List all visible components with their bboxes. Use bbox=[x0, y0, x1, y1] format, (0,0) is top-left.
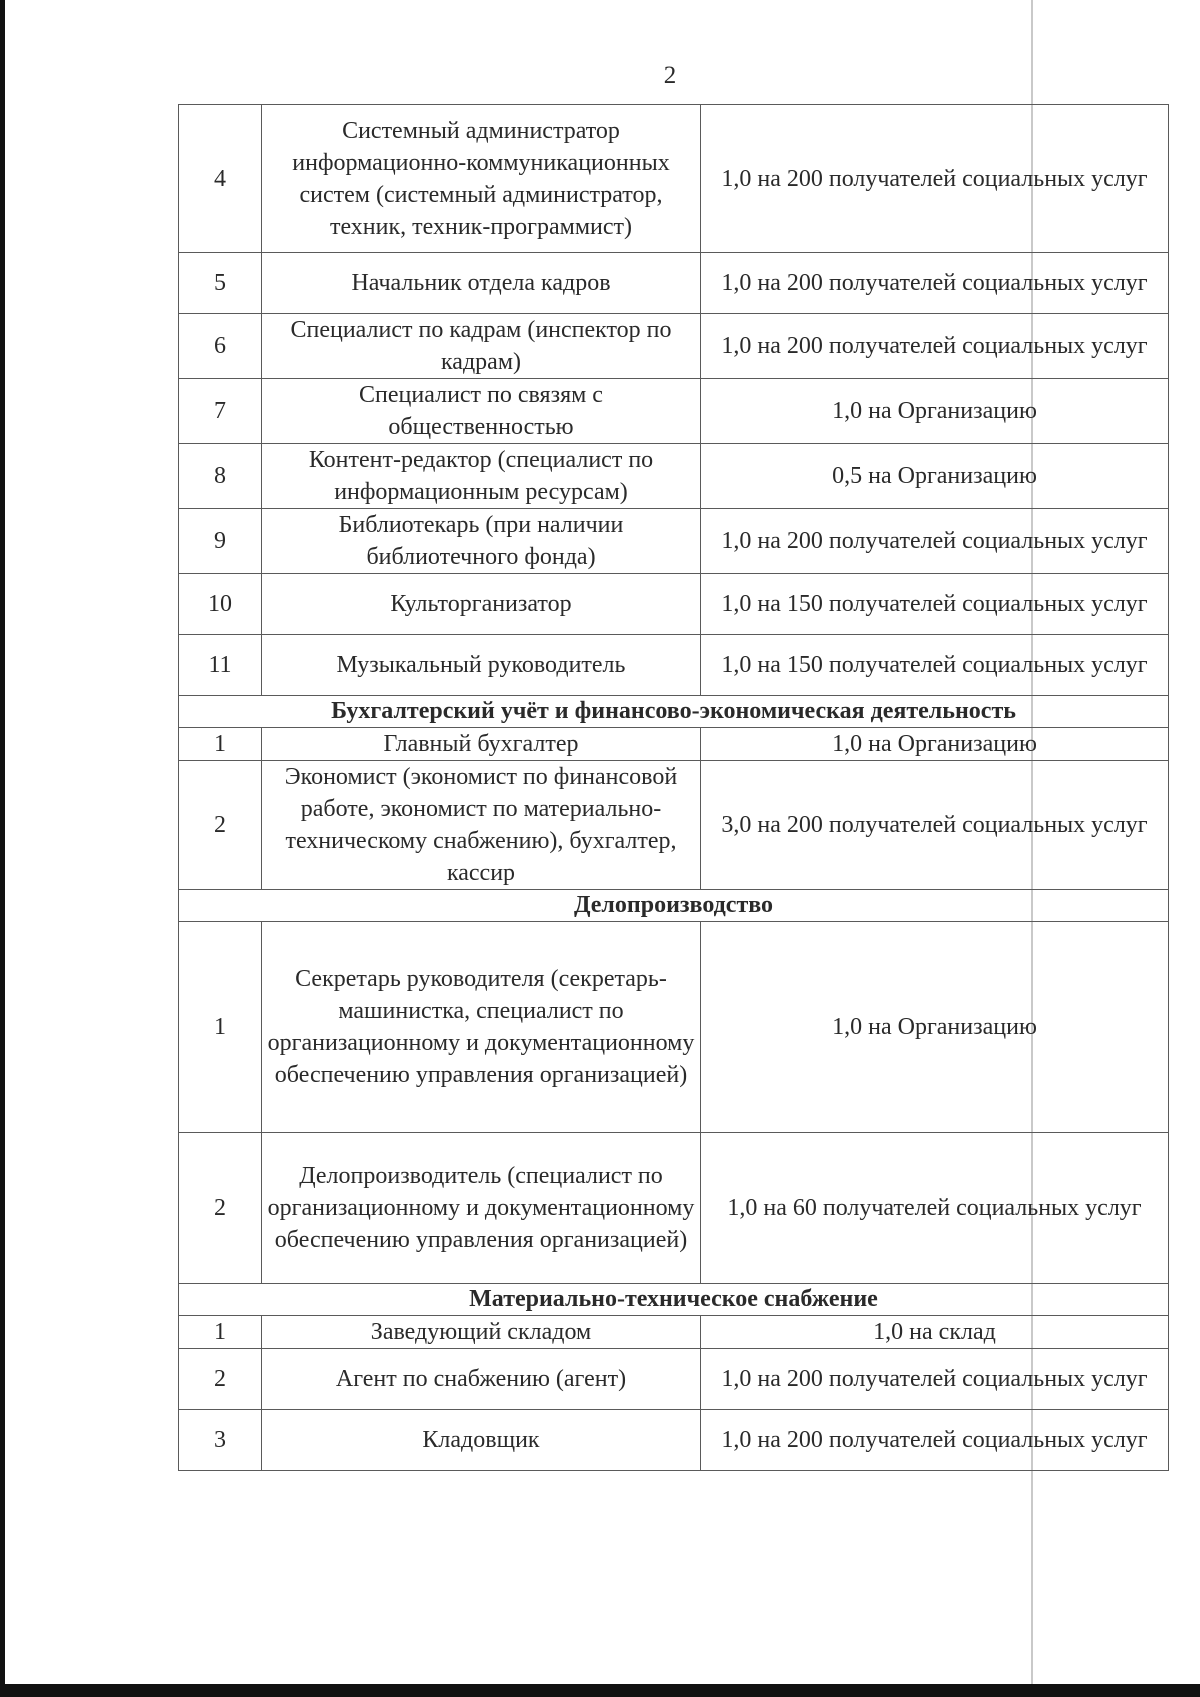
staffing-norm: 1,0 на 200 получателей социальных услуг bbox=[701, 1349, 1169, 1410]
staffing-norm: 0,5 на Организацию bbox=[701, 444, 1169, 509]
row-number: 8 bbox=[179, 444, 262, 509]
staffing-norm: 1,0 на Организацию bbox=[701, 379, 1169, 444]
table-row bbox=[179, 574, 1169, 635]
staffing-norm: 3,0 на 200 получателей социальных услуг bbox=[701, 761, 1169, 890]
page-number: 2 bbox=[663, 62, 677, 89]
staffing-norm: 1,0 на 60 получателей социальных услуг bbox=[701, 1133, 1169, 1284]
staffing-norm: 1,0 на 200 получателей социальных услуг bbox=[701, 105, 1169, 253]
section-title: Бухгалтерский учёт и финансово-экономическая деятельность bbox=[179, 696, 1169, 728]
staffing-norm: 1,0 на 150 получателей социальных услуг bbox=[701, 635, 1169, 696]
row-number: 1 bbox=[179, 728, 262, 761]
table-row bbox=[179, 314, 1169, 379]
staffing-norm: 1,0 на Организацию bbox=[701, 922, 1169, 1133]
position-title: Музыкальный руководитель bbox=[262, 635, 701, 696]
table-row bbox=[179, 635, 1169, 696]
row-number: 1 bbox=[179, 922, 262, 1133]
row-number: 5 bbox=[179, 253, 262, 314]
row-number: 4 bbox=[179, 105, 262, 253]
table-body bbox=[179, 105, 1169, 1471]
table-row bbox=[179, 105, 1169, 253]
position-title: Делопроизводитель (специалист по организационному и документационному обеспечению управления организацией) bbox=[262, 1133, 701, 1284]
row-number: 7 bbox=[179, 379, 262, 444]
scan-border-bottom bbox=[0, 1684, 1200, 1697]
section-title: Делопроизводство bbox=[179, 890, 1169, 922]
scan-border-left bbox=[0, 0, 5, 1697]
position-title: Специалист по связям с общественностью bbox=[262, 379, 701, 444]
position-title: Культорганизатор bbox=[262, 574, 701, 635]
position-title: Системный администратор информационно-коммуникационных систем (системный администратор, техник, техник-программист) bbox=[262, 105, 701, 253]
row-number: 2 bbox=[179, 1349, 262, 1410]
table-row bbox=[179, 253, 1169, 314]
position-title: Кладовщик bbox=[262, 1410, 701, 1471]
row-number: 2 bbox=[179, 1133, 262, 1284]
staffing-norm: 1,0 на 200 получателей социальных услуг bbox=[701, 314, 1169, 379]
position-title: Контент-редактор (специалист по информационным ресурсам) bbox=[262, 444, 701, 509]
position-title: Секретарь руководителя (секретарь-машинистка, специалист по организационному и документационному обеспечению управления организацией) bbox=[262, 922, 701, 1133]
staffing-norm: 1,0 на 200 получателей социальных услуг bbox=[701, 253, 1169, 314]
position-title: Главный бухгалтер bbox=[262, 728, 701, 761]
position-title: Агент по снабжению (агент) bbox=[262, 1349, 701, 1410]
staffing-norm: 1,0 на склад bbox=[701, 1316, 1169, 1349]
section-header-row bbox=[179, 696, 1169, 728]
table-row bbox=[179, 761, 1169, 890]
staffing-norm: 1,0 на 200 получателей социальных услуг bbox=[701, 509, 1169, 574]
position-title: Заведующий складом bbox=[262, 1316, 701, 1349]
staffing-norm: 1,0 на 200 получателей социальных услуг bbox=[701, 1410, 1169, 1471]
staffing-norm: 1,0 на Организацию bbox=[701, 728, 1169, 761]
row-number: 1 bbox=[179, 1316, 262, 1349]
row-number: 3 bbox=[179, 1410, 262, 1471]
table-row bbox=[179, 1316, 1169, 1349]
table-row bbox=[179, 509, 1169, 574]
row-number: 10 bbox=[179, 574, 262, 635]
section-header-row bbox=[179, 1284, 1169, 1316]
table-row bbox=[179, 1133, 1169, 1284]
staffing-norm: 1,0 на 150 получателей социальных услуг bbox=[701, 574, 1169, 635]
staffing-norms-table bbox=[178, 104, 1169, 1471]
row-number: 11 bbox=[179, 635, 262, 696]
row-number: 6 bbox=[179, 314, 262, 379]
position-title: Библиотекарь (при наличии библиотечного фонда) bbox=[262, 509, 701, 574]
table-row bbox=[179, 922, 1169, 1133]
position-title: Специалист по кадрам (инспектор по кадрам) bbox=[262, 314, 701, 379]
section-header-row bbox=[179, 890, 1169, 922]
position-title: Экономист (экономист по финансовой работе, экономист по материально-техническому снабжению), бухгалтер, кассир bbox=[262, 761, 701, 890]
table-row bbox=[179, 728, 1169, 761]
table-row bbox=[179, 1410, 1169, 1471]
table-row bbox=[179, 1349, 1169, 1410]
row-number: 9 bbox=[179, 509, 262, 574]
table-row bbox=[179, 444, 1169, 509]
position-title: Начальник отдела кадров bbox=[262, 253, 701, 314]
table-row bbox=[179, 379, 1169, 444]
row-number: 2 bbox=[179, 761, 262, 890]
section-title: Материально-техническое снабжение bbox=[179, 1284, 1169, 1316]
